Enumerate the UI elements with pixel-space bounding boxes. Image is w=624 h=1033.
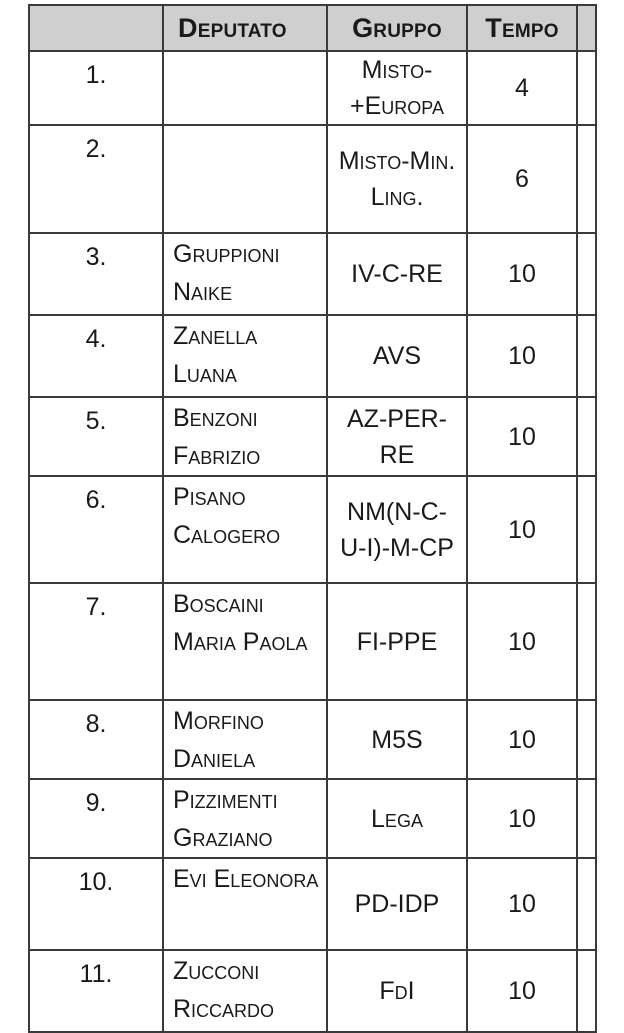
row-extra — [577, 700, 596, 779]
row-number: 7. — [29, 583, 163, 700]
header-row — [29, 5, 596, 51]
table-row — [29, 583, 596, 700]
row-gruppo: AZ-PER-RE — [327, 397, 467, 476]
header-number — [29, 5, 163, 51]
row-number: 4. — [29, 315, 163, 397]
header-deputato: Deputato — [163, 5, 327, 51]
row-tempo: 10 — [467, 858, 577, 950]
row-extra — [577, 476, 596, 583]
table-row — [29, 233, 596, 315]
row-deputato: Gruppioni Naike — [163, 233, 327, 315]
row-tempo: 4 — [467, 51, 577, 125]
row-number: 9. — [29, 779, 163, 858]
header-gruppo: Gruppo — [327, 5, 467, 51]
table-row — [29, 125, 596, 233]
row-deputato: Benzoni Fabrizio — [163, 397, 327, 476]
row-deputato: Zucconi Riccardo — [163, 950, 327, 1032]
row-gruppo: PD-IDP — [327, 858, 467, 950]
row-extra — [577, 125, 596, 233]
row-gruppo: IV-C-RE — [327, 233, 467, 315]
row-extra — [577, 233, 596, 315]
row-tempo: 10 — [467, 950, 577, 1032]
row-gruppo: AVS — [327, 315, 467, 397]
row-extra — [577, 779, 596, 858]
speakers-table — [28, 4, 597, 1033]
row-extra — [577, 397, 596, 476]
row-tempo: 10 — [467, 700, 577, 779]
row-gruppo: M5S — [327, 700, 467, 779]
row-tempo: 10 — [467, 397, 577, 476]
header-tempo: Tempo — [467, 5, 577, 51]
table-row — [29, 700, 596, 779]
row-tempo: 10 — [467, 583, 577, 700]
row-deputato — [163, 125, 327, 233]
table-row — [29, 950, 596, 1032]
row-extra — [577, 950, 596, 1032]
row-gruppo: FdI — [327, 950, 467, 1032]
row-deputato: Zanella Luana — [163, 315, 327, 397]
table-row — [29, 779, 596, 858]
row-gruppo: Misto-Min. Ling. — [327, 125, 467, 233]
row-number: 3. — [29, 233, 163, 315]
row-deputato: Pisano Calogero — [163, 476, 327, 583]
row-number: 8. — [29, 700, 163, 779]
table-row — [29, 51, 596, 125]
row-deputato: Boscaini Maria Paola — [163, 583, 327, 700]
row-number: 10. — [29, 858, 163, 950]
row-number: 5. — [29, 397, 163, 476]
row-tempo: 10 — [467, 779, 577, 858]
header-extra — [577, 5, 596, 51]
row-extra — [577, 583, 596, 700]
row-extra — [577, 315, 596, 397]
row-gruppo: NM(N-C-U-I)-M-CP — [327, 476, 467, 583]
row-gruppo: Lega — [327, 779, 467, 858]
row-deputato: Evi Eleonora — [163, 858, 327, 950]
row-extra — [577, 858, 596, 950]
table-row — [29, 315, 596, 397]
row-tempo: 6 — [467, 125, 577, 233]
table-row — [29, 858, 596, 950]
table-row — [29, 397, 596, 476]
row-tempo: 10 — [467, 233, 577, 315]
row-tempo: 10 — [467, 476, 577, 583]
row-deputato: Pizzimenti Graziano — [163, 779, 327, 858]
table-row — [29, 476, 596, 583]
row-tempo: 10 — [467, 315, 577, 397]
row-number: 11. — [29, 950, 163, 1032]
row-deputato — [163, 51, 327, 125]
row-number: 2. — [29, 125, 163, 233]
row-gruppo: Misto-+Europa — [327, 51, 467, 125]
row-gruppo: FI-PPE — [327, 583, 467, 700]
row-number: 6. — [29, 476, 163, 583]
row-extra — [577, 51, 596, 125]
row-number: 1. — [29, 51, 163, 125]
row-deputato: Morfino Daniela — [163, 700, 327, 779]
